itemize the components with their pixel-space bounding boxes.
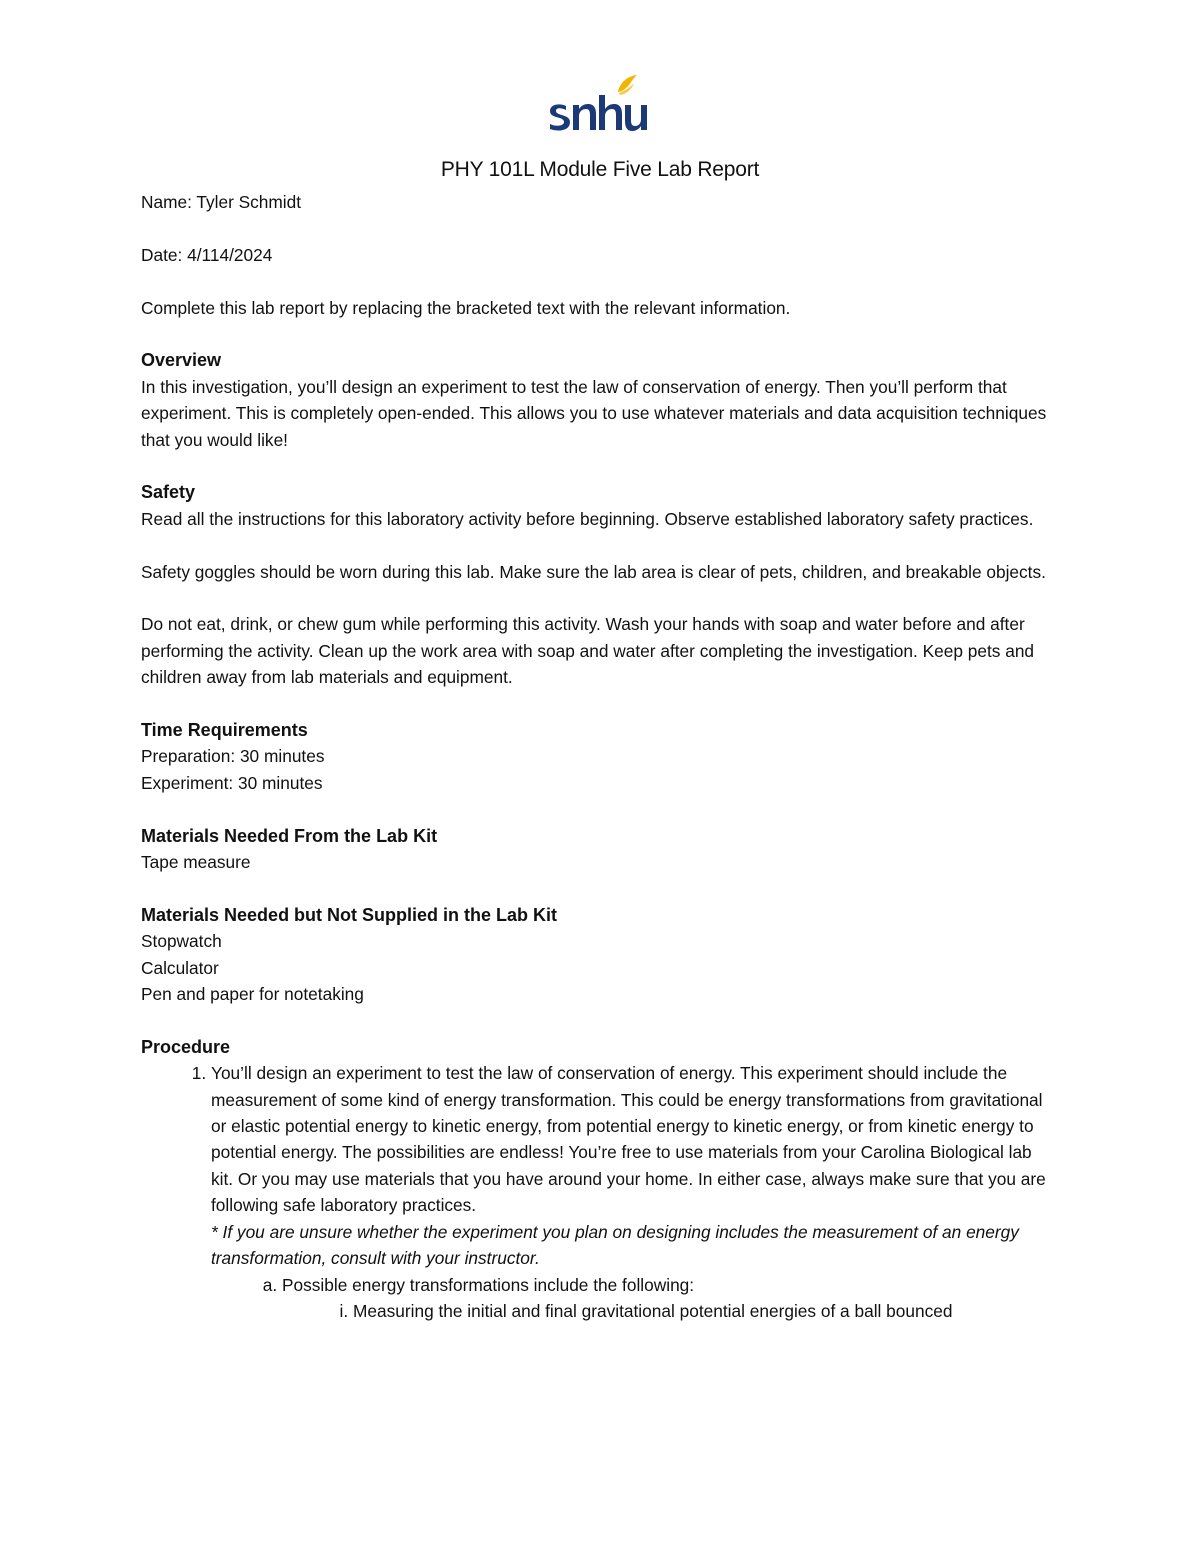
procedure-subsubsteps <box>282 1298 1056 1324</box>
materials-kit-heading: Materials Needed From the Lab Kit <box>141 825 438 846</box>
procedure-step-1-text: You’ll design an experiment to test the law of conservation of energy. This experiment should include the measurement of some kind of energy transformation. This could be energy transformations from gravitational or elastic potential energy to kinetic energy, from potential energy to kinetic energy, or from kinetic energy to potential energy. The possibilities are endless! You’re free to use materials from your Carolina Biological lab kit. Or you may use materials that you have around your home. In either case, always make sure that you are following safe laboratory practices. <box>211 1063 1046 1216</box>
materials-not-supplied-heading: Materials Needed but Not Supplied in the Lab Kit <box>141 904 558 925</box>
safety-heading: Safety <box>141 482 196 503</box>
procedure-step-1-note: * If you are unsure whether the experiment you plan on designing includes the measurement of an energy transformation, consult with your instructor. <box>211 1221 1019 1269</box>
overview-heading: Overview <box>141 350 222 371</box>
name-line: Name: Tyler Schmidt <box>141 192 302 212</box>
time-requirements-heading: Time Requirements <box>141 720 308 741</box>
procedure-step-1 <box>211 1060 1056 1324</box>
materials-not-supplied-item: Pen and paper for notetaking <box>141 984 364 1005</box>
materials-not-supplied-item: Calculator <box>141 957 219 978</box>
procedure-substep-a <box>282 1272 1056 1325</box>
procedure-substep-a-i: i. Measuring the initial and final gravitational potential energies of a ball bounced <box>353 1298 1056 1324</box>
time-item: Experiment: 30 minutes <box>141 772 323 793</box>
overview-text: In this investigation, you’ll design an experiment to test the law of conservation of energy. Then you’ll perform that experiment. This is completely open-ended. This allows you to use whatever materials and data acquisition techniques that you would like! <box>141 376 1047 450</box>
materials-not-supplied-item: Stopwatch <box>141 931 222 952</box>
date-line: Date: 4/114/2024 <box>141 244 273 265</box>
safety-paragraph-2: Safety goggles should be worn during this lab. Make sure the lab area is clear of pets, children, and breakable objects. <box>141 561 1046 582</box>
safety-paragraph-1: Read all the instructions for this laboratory activity before beginning. Observe established laboratory safety practices. <box>141 508 1034 529</box>
time-item: Preparation: 30 minutes <box>141 746 325 767</box>
document-body <box>141 189 1056 1324</box>
safety-paragraph-3: Do not eat, drink, or chew gum while performing this activity. Wash your hands with soap and water before and after performing the activity. Clean up the work area with soap and water after completing the investigation. Keep pets and children away from lab materials and equipment. <box>141 614 1035 688</box>
procedure-substeps <box>211 1272 1056 1325</box>
snhu-logo <box>548 70 648 136</box>
instructions-text: Complete this lab report by replacing the bracketed text with the relevant information. <box>141 297 791 318</box>
snhu-logo-icon <box>548 70 648 136</box>
procedure-substep-a-text: Possible energy transformations include the following: <box>282 1274 695 1295</box>
procedure-heading: Procedure <box>141 1036 231 1057</box>
procedure-list <box>141 1060 1056 1324</box>
page-title: PHY 101L Module Five Lab Report <box>440 158 760 181</box>
materials-kit-item: Tape measure <box>141 852 251 873</box>
